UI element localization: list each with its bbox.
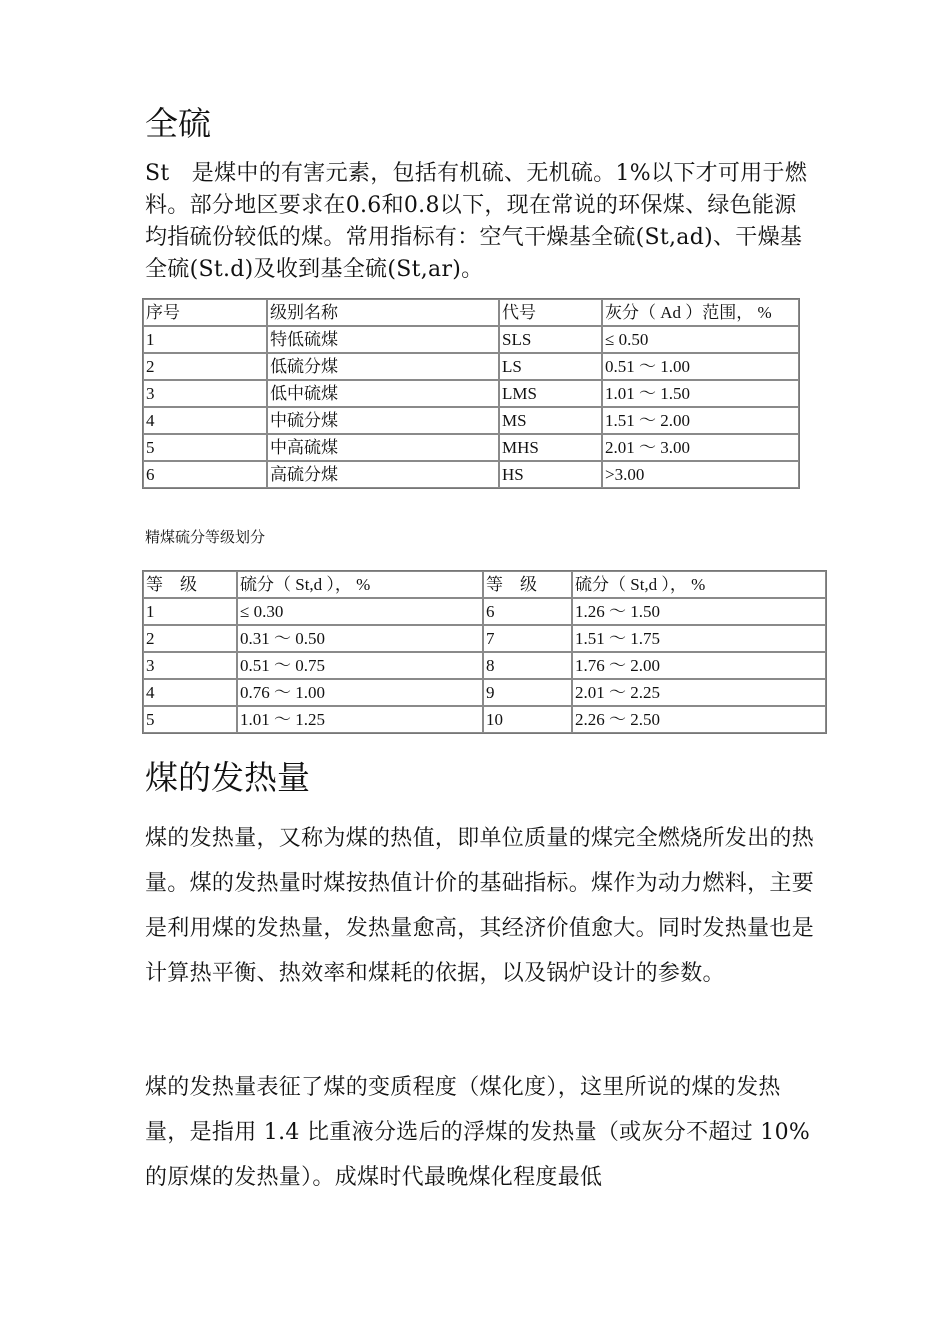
table-row bbox=[143, 407, 799, 434]
table-cell: 6 bbox=[143, 461, 267, 488]
table-cell: 0.76 ～ 1.00 bbox=[237, 679, 483, 706]
table-cell: 高硫分煤 bbox=[267, 461, 499, 488]
table-row bbox=[143, 706, 826, 733]
table-cell: 低硫分煤 bbox=[267, 353, 499, 380]
table-row bbox=[143, 679, 826, 706]
table-cell: 低中硫煤 bbox=[267, 380, 499, 407]
table-cell: 2.01 ～ 2.25 bbox=[572, 679, 826, 706]
table-cell: 2 bbox=[143, 625, 237, 652]
section-title-calorific-value: 煤的发热量 bbox=[145, 758, 310, 797]
clean-coal-table-caption: 精煤硫分等级划分 bbox=[145, 528, 266, 546]
table-cell: LMS bbox=[499, 380, 602, 407]
table-cell: 0.31 ～ 0.50 bbox=[237, 625, 483, 652]
header-cell: 代号 bbox=[499, 299, 602, 326]
table-cell: 1.51 ～ 1.75 bbox=[572, 625, 826, 652]
header-cell: 序号 bbox=[143, 299, 267, 326]
table-cell: 1 bbox=[143, 326, 267, 353]
table-cell: 7 bbox=[483, 625, 572, 652]
table-cell: 5 bbox=[143, 706, 237, 733]
table-cell: ≤ 0.50 bbox=[602, 326, 799, 353]
table-row bbox=[143, 434, 799, 461]
calorific-value-paragraph-2: 煤的发热量表征了煤的变质程度（煤化度），这里所说的煤的发热量，是指用 1.4 比重液分选后的浮煤的发热量（或灰分不超过 10%的原煤的发热量）。成煤时代最晚煤化程度最低 bbox=[145, 1075, 811, 1190]
table-header-row bbox=[143, 299, 799, 326]
header-cell: 等 级 bbox=[483, 571, 572, 598]
table-cell: 3 bbox=[143, 652, 237, 679]
table-row bbox=[143, 326, 799, 353]
table-cell: 1.01 ～ 1.50 bbox=[602, 380, 799, 407]
table-row bbox=[143, 625, 826, 652]
table-cell: 1 bbox=[143, 598, 237, 625]
table-cell: LS bbox=[499, 353, 602, 380]
table-row bbox=[143, 353, 799, 380]
table-cell: 3 bbox=[143, 380, 267, 407]
table-cell: >3.00 bbox=[602, 461, 799, 488]
table-cell: 中高硫煤 bbox=[267, 434, 499, 461]
table-cell: 1.01 ～ 1.25 bbox=[237, 706, 483, 733]
table-cell: 中硫分煤 bbox=[267, 407, 499, 434]
table-cell: 4 bbox=[143, 407, 267, 434]
header-cell: 灰分（ Ad ）范围， % bbox=[602, 299, 799, 326]
table-cell: 特低硫煤 bbox=[267, 326, 499, 353]
table-cell: 6 bbox=[483, 598, 572, 625]
table-cell: SLS bbox=[499, 326, 602, 353]
clean-coal-sulfur-table bbox=[142, 570, 827, 734]
table-cell: 2 bbox=[143, 353, 267, 380]
table-cell: MS bbox=[499, 407, 602, 434]
total-sulfur-paragraph: St 是煤中的有害元素，包括有机硫、无机硫。1%以下才可用于燃料。部分地区要求在0.6和0.8以下，现在常说的环保煤、绿色能源均指硫份较低的煤。常用指标有：空气干燥基全硫(St,ad)、干燥基全硫(St.d)及收到基全硫(St,ar)。 bbox=[145, 161, 808, 282]
table-cell: 2.26 ～ 2.50 bbox=[572, 706, 826, 733]
table-header-row bbox=[143, 571, 826, 598]
table-cell: ≤ 0.30 bbox=[237, 598, 483, 625]
table-cell: 9 bbox=[483, 679, 572, 706]
table-row bbox=[143, 461, 799, 488]
table-cell: 1.26 ～ 1.50 bbox=[572, 598, 826, 625]
table-cell: MHS bbox=[499, 434, 602, 461]
table-row bbox=[143, 652, 826, 679]
header-cell: 级别名称 bbox=[267, 299, 499, 326]
table-cell: 0.51 ～ 1.00 bbox=[602, 353, 799, 380]
header-cell: 等 级 bbox=[143, 571, 237, 598]
calorific-value-paragraph-1: 煤的发热量，又称为煤的热值，即单位质量的煤完全燃烧所发出的热量。煤的发热量时煤按热值计价的基础指标。煤作为动力燃料，主要是利用煤的发热量，发热量愈高，其经济价值愈大。同时发热量也是计算热平衡、热效率和煤耗的依据，以及锅炉设计的参数。 bbox=[145, 826, 815, 986]
table-row bbox=[143, 380, 799, 407]
table-cell: 4 bbox=[143, 679, 237, 706]
table-cell: 5 bbox=[143, 434, 267, 461]
table-cell: HS bbox=[499, 461, 602, 488]
header-cell: 硫分（ St,d ）， % bbox=[237, 571, 483, 598]
table-cell: 0.51 ～ 0.75 bbox=[237, 652, 483, 679]
sulfur-grade-table bbox=[142, 298, 800, 489]
header-cell: 硫分（ St,d ）， % bbox=[572, 571, 826, 598]
table-cell: 1.76 ～ 2.00 bbox=[572, 652, 826, 679]
table-cell: 8 bbox=[483, 652, 572, 679]
table-cell: 10 bbox=[483, 706, 572, 733]
table-cell: 2.01 ～ 3.00 bbox=[602, 434, 799, 461]
table-cell: 1.51 ～ 2.00 bbox=[602, 407, 799, 434]
section-title-total-sulfur: 全硫 bbox=[145, 104, 211, 143]
table-row bbox=[143, 598, 826, 625]
